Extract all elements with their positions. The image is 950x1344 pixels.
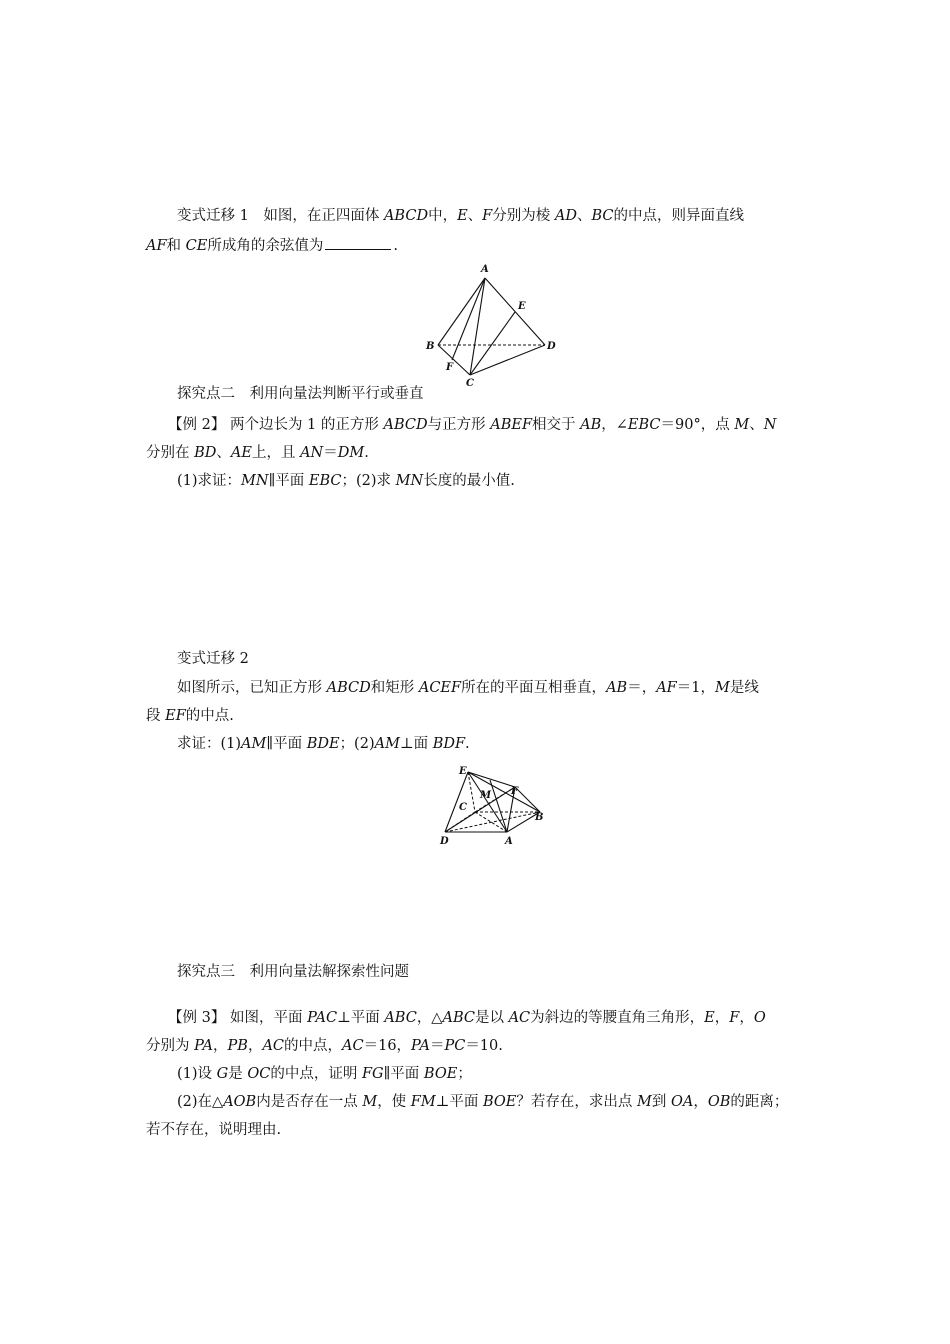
label-B: B (426, 341, 435, 352)
variant2-line3: 求证：(1)AM∥平面 BDE；(2)AM⊥面 BDF. (177, 736, 470, 752)
variant2-line1: 如图所示，已知正方形 ABCD和矩形 ACEF所在的平面互相垂直，AB＝，AF＝1，M是线 (177, 680, 759, 696)
square-rectangle-figure (435, 760, 555, 850)
section3-heading: 探究点三 利用向量法解探索性问题 (177, 964, 409, 980)
example3-line4: (2)在△AOB内是否存在一点 M，使 FM⊥平面 BOE？若存在，求出点 M到 OA，OB的距离； (177, 1094, 789, 1110)
section2-heading: 探究点二 利用向量法判断平行或垂直 (177, 386, 424, 402)
example3-line5: 若不存在，说明理由. (146, 1122, 282, 1138)
variant2-line2: 段 EF的中点. (146, 708, 234, 724)
variant2-title: 变式迁移 2 (177, 651, 249, 667)
label-B2: B (535, 812, 544, 823)
label-E: E (518, 301, 526, 312)
tetrahedron-figure (420, 260, 570, 390)
example2-line3: (1)求证：MN∥平面 EBC；(2)求 MN长度的最小值. (177, 473, 515, 489)
example3-line1: 【例 3】 如图，平面 PAC⊥平面 ABC，△ABC是以 AC为斜边的等腰直角三角形，E，F，O (168, 1010, 766, 1026)
example2-line1: 【例 2】 两个边长为 1 的正方形 ABCD与正方形 ABEF相交于 AB，∠EBC＝90°，点 M、N (168, 417, 777, 433)
label-E2: E (459, 766, 467, 777)
label-M: M (480, 790, 492, 801)
label-D: D (547, 341, 556, 352)
variant1-line1: 变式迁移 1 如图，在正四面体 ABCD中，E、F分别为棱 AD、BC的中点，则异面直线 (177, 208, 744, 224)
variant1-line2: AF和 CE所成角的余弦值为 . (146, 235, 398, 256)
label-A2: A (505, 836, 513, 847)
label-D2: D (440, 836, 449, 847)
label-A: A (481, 264, 489, 275)
label-F2: F (511, 786, 519, 797)
label-F: F (446, 362, 454, 373)
example3-line3: (1)设 G是 OC的中点，证明 FG∥平面 BOE； (177, 1066, 472, 1082)
example3-line2: 分别为 PA，PB，AC的中点，AC＝16，PA＝PC＝10. (146, 1038, 503, 1054)
label-C2: C (459, 802, 467, 813)
label-C: C (466, 378, 474, 389)
example2-line2: 分别在 BD、AE上，且 AN＝DM. (146, 445, 369, 461)
answer-blank (325, 235, 391, 250)
